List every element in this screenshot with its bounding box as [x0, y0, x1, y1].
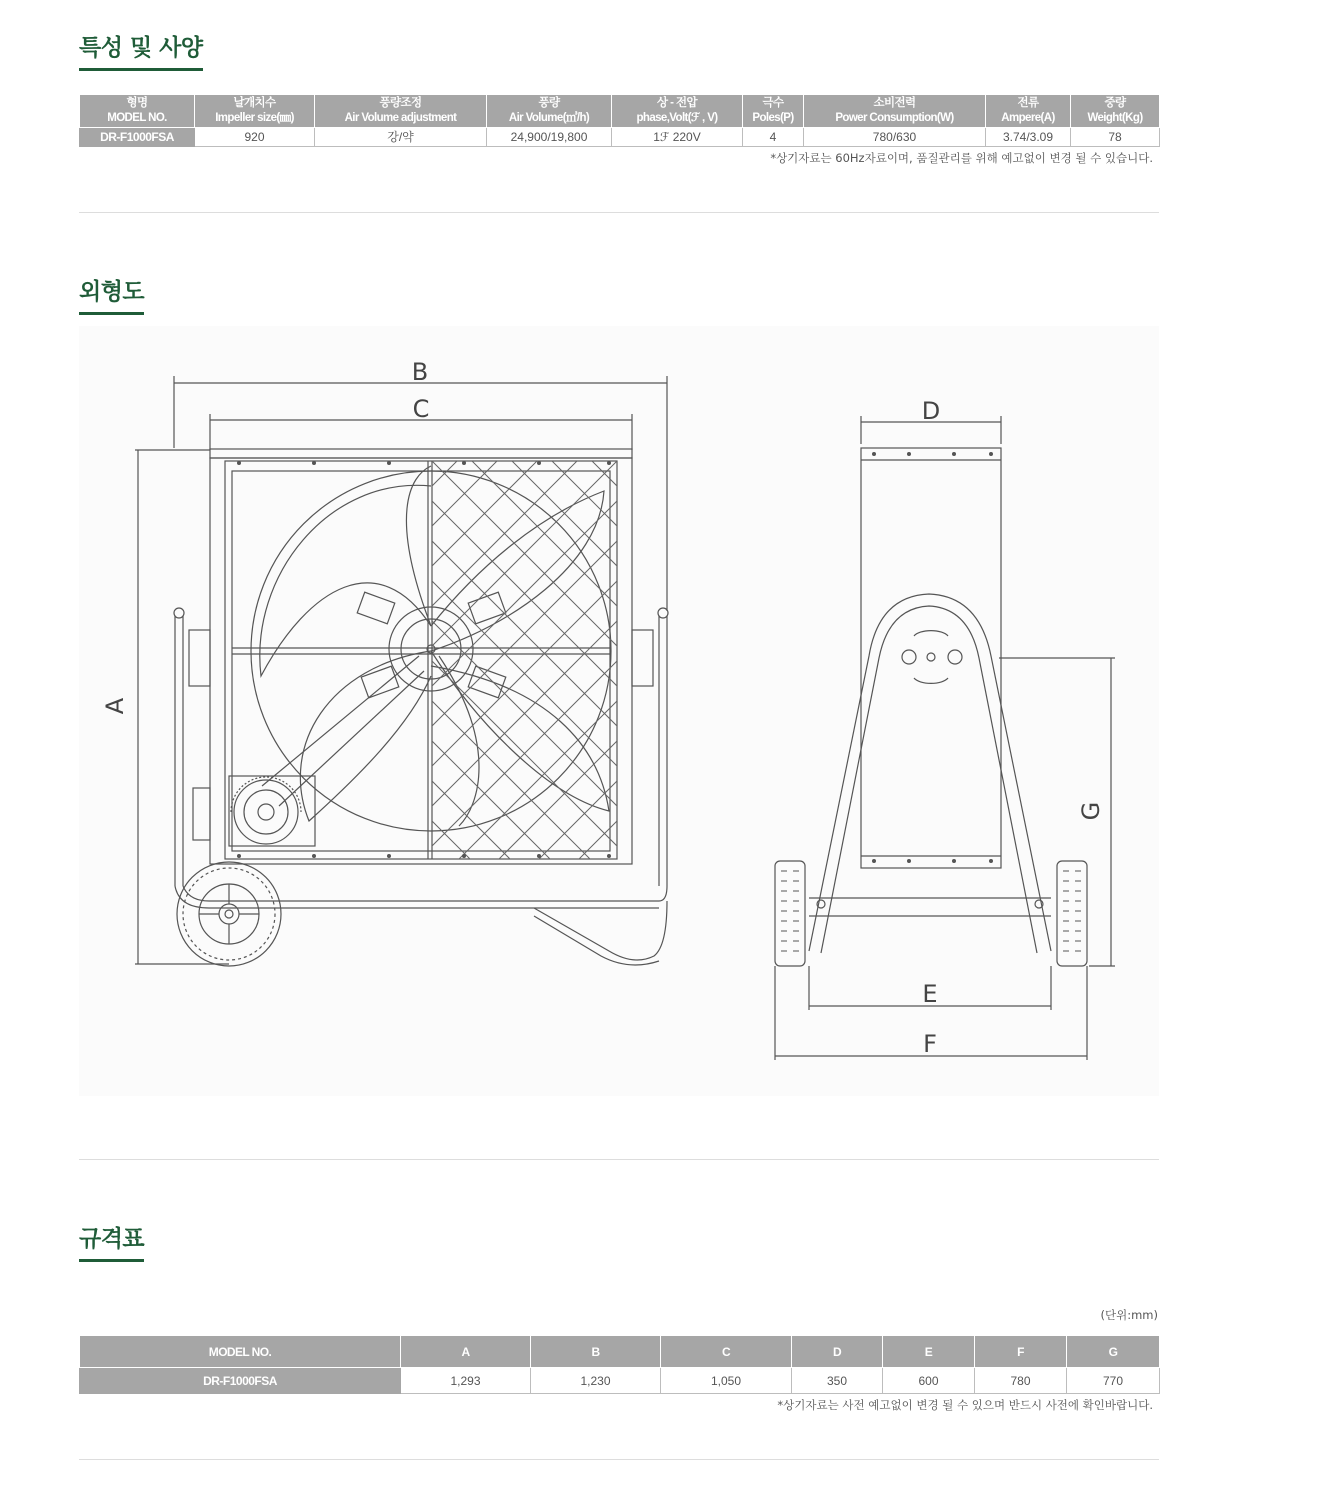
dims-header-g: G	[1067, 1336, 1160, 1368]
cell-model: DR-F1000FSA	[80, 128, 195, 147]
spec-note: *상기자료는 60Hz자료이며, 품질관리를 위해 예고없이 변경 될 수 있습니다.	[770, 151, 1153, 165]
header-impeller: 날개치수 Impeller size(㎜)	[195, 95, 315, 128]
dims-cell-b: 1,230	[531, 1368, 661, 1394]
dims-section-title: 규격표	[79, 1225, 144, 1262]
dims-cell-e: 600	[883, 1368, 975, 1394]
dim-label-c: C	[412, 395, 430, 423]
cell-air-volume: 24,900/19,800	[487, 128, 612, 147]
dims-cell-d: 350	[792, 1368, 883, 1394]
header-phase-volt: 상 - 전압 phase,Volt(ℱ , V)	[612, 95, 743, 128]
cell-phase-volt: 1ℱ 220V	[612, 128, 743, 147]
cell-air-adjust: 강/약	[315, 128, 487, 147]
dims-header-d: D	[792, 1336, 883, 1368]
cell-ampere: 3.74/3.09	[986, 128, 1071, 147]
dims-cell-g: 770	[1067, 1368, 1160, 1394]
cell-power: 780/630	[804, 128, 986, 147]
table-row	[80, 128, 1160, 147]
cell-impeller: 920	[195, 128, 315, 147]
fan-outline-drawing	[79, 326, 1159, 1096]
dims-table-header	[80, 1336, 1160, 1368]
header-power: 소비전력 Power Consumption(W)	[804, 95, 986, 128]
dims-header-e: E	[883, 1336, 975, 1368]
dims-header-a: A	[401, 1336, 531, 1368]
dims-header-f: F	[975, 1336, 1067, 1368]
dim-label-d: D	[921, 397, 941, 425]
cell-poles: 4	[743, 128, 804, 147]
outline-section-title: 외형도	[79, 278, 144, 315]
dim-label-g: G	[1077, 801, 1105, 821]
unit-label: (단위:mm)	[1100, 1308, 1158, 1322]
dims-table	[79, 1335, 1160, 1394]
dims-cell-c: 1,050	[661, 1368, 792, 1394]
spec-section-title: 특성 및 사양	[79, 34, 203, 71]
table-row	[80, 1368, 1160, 1394]
header-air-adjust: 풍량조정 Air Volume adjustment	[315, 95, 487, 128]
dims-cell-a: 1,293	[401, 1368, 531, 1394]
dim-label-a: A	[101, 697, 129, 715]
header-poles: 극수 Poles(P)	[743, 95, 804, 128]
cell-weight: 78	[1071, 128, 1160, 147]
header-ampere: 전류 Ampere(A)	[986, 95, 1071, 128]
divider	[79, 1459, 1159, 1460]
dim-label-b: B	[411, 358, 429, 386]
header-air-volume: 풍량 Air Volume(㎥/h)	[487, 95, 612, 128]
dims-header-model: MODEL NO.	[80, 1336, 401, 1368]
divider	[79, 1159, 1159, 1160]
dims-cell-model: DR-F1000FSA	[80, 1368, 401, 1394]
dims-cell-f: 780	[975, 1368, 1067, 1394]
dim-label-e: E	[922, 980, 938, 1008]
dim-label-f: F	[923, 1030, 937, 1058]
header-model: 형명 MODEL NO.	[80, 95, 195, 128]
dims-note: *상기자료는 사전 예고없이 변경 될 수 있으며 반드시 사전에 확인바랍니다.	[777, 1398, 1153, 1412]
header-weight: 중량 Weight(Kg)	[1071, 95, 1160, 128]
spec-table	[79, 94, 1160, 147]
divider	[79, 212, 1159, 213]
dims-header-b: B	[531, 1336, 661, 1368]
dims-header-c: C	[661, 1336, 792, 1368]
spec-table-header	[80, 95, 1160, 128]
